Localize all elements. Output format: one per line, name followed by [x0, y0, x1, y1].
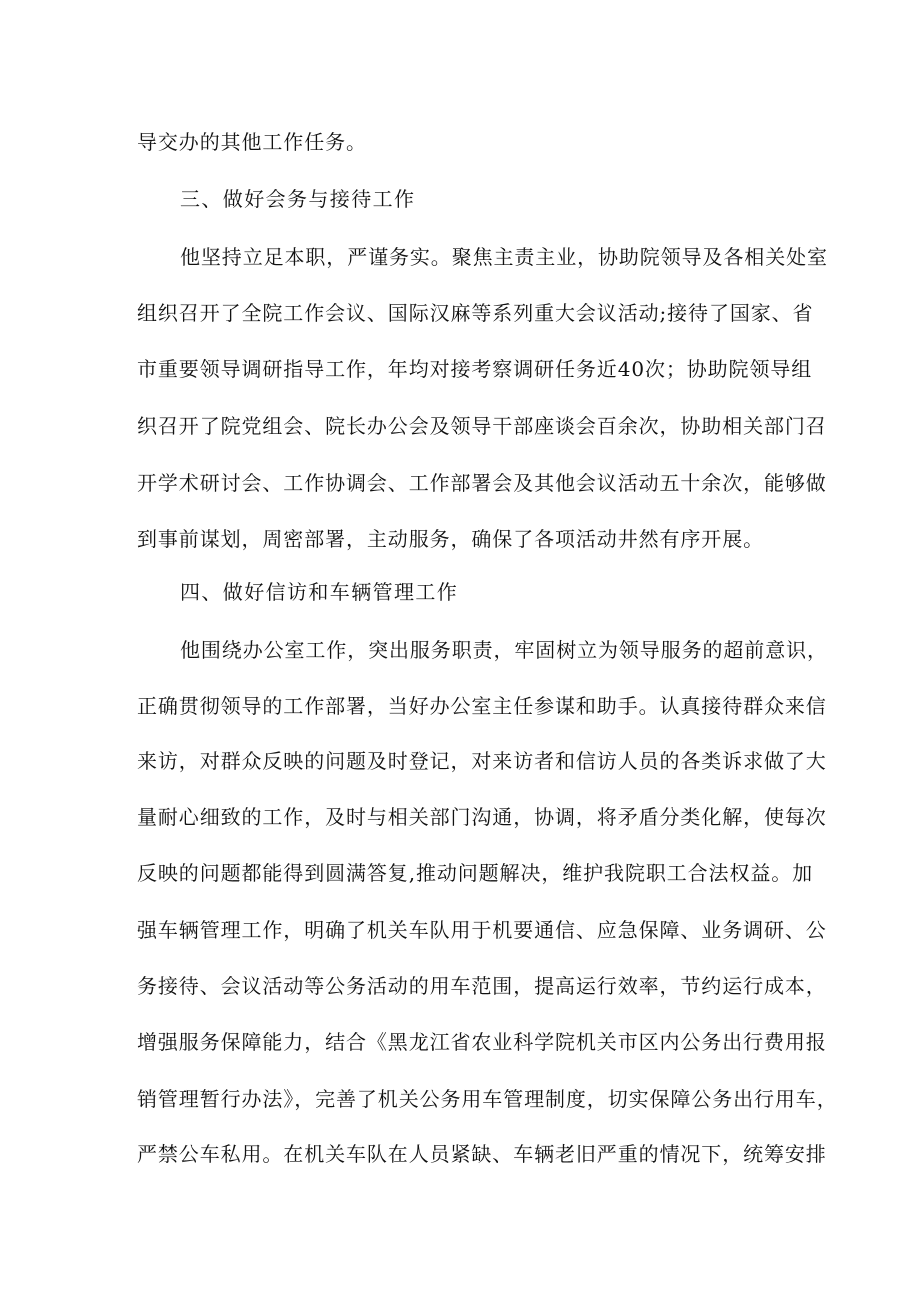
paragraph-line: 他围绕办公室工作，突出服务职责，牢固树立为领导服务的超前意识，: [180, 638, 828, 662]
paragraph-line: 到事前谋划，周密部署，主动服务，确保了各项活动井然有序开展。: [137, 527, 764, 551]
paragraph-line: 增强服务保障能力，结合《黑龙江省农业科学院机关市区内公务出行费用报: [137, 1030, 827, 1054]
section-heading: 三、做好会务与接待工作: [180, 187, 416, 211]
paragraph-line: 销管理暂行办法》，完善了机关公务用车管理制度，切实保障公务出行用车，: [137, 1087, 838, 1111]
paragraph-line: 市重要领导调研指导工作，年均对接考察调研任务近40次；协助院领导组: [137, 357, 813, 381]
paragraph-line: 他坚持立足本职，严谨务实。聚焦主责主业，协助院领导及各相关处室: [180, 245, 828, 269]
paragraph-line: 强车辆管理工作，明确了机关车队用于机要通信、应急保障、业务调研、公: [137, 918, 827, 942]
paragraph-line: 来访，对群众反映的问题及时登记，对来访者和信访人员的各类诉求做了大: [137, 749, 827, 773]
section-heading: 四、做好信访和车辆管理工作: [180, 580, 459, 604]
paragraph-line: 务接待、会议活动等公务活动的用车范围，提高运行效率，节约运行成本，: [137, 974, 827, 998]
paragraph-line: 组织召开了全院工作会议、国际汉麻等系列重大会议活动;接待了国家、省: [137, 301, 814, 325]
paragraph-line: 织召开了院党组会、院长办公会及领导干部座谈会百余次，协助相关部门召: [137, 414, 827, 438]
paragraph-line: 导交办的其他工作任务。: [137, 130, 367, 154]
paragraph-line: 反映的问题都能得到圆满答复,推动问题解决，维护我院职工合法权益。加: [137, 861, 814, 885]
paragraph-line: 正确贯彻领导的工作部署，当好办公室主任参谋和助手。认真接待群众来信: [137, 694, 827, 718]
paragraph-line: 严禁公车私用。在机关车队在人员紧缺、车辆老旧严重的情况下，统筹安排: [137, 1142, 827, 1166]
paragraph-line: 量耐心细致的工作，及时与相关部门沟通，协调，将矛盾分类化解，使每次: [137, 805, 827, 829]
paragraph-line: 开学术研讨会、工作协调会、工作部署会及其他会议活动五十余次，能够做: [137, 471, 827, 495]
